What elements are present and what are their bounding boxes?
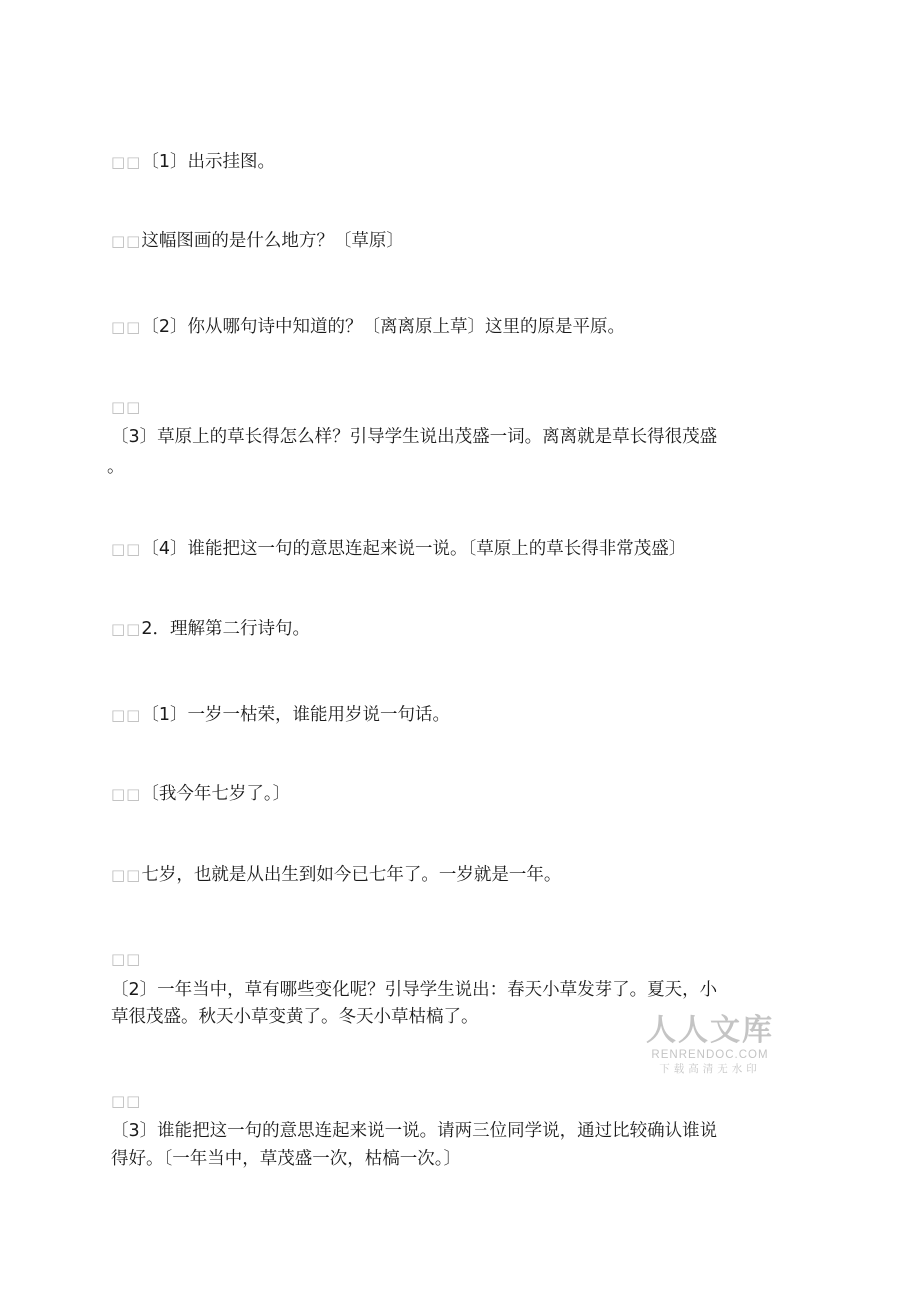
paragraph-text: 草很茂盛。秋天小草变黄了。冬天小草枯槁了。	[111, 1007, 479, 1027]
paragraph-text: 2．理解第二行诗句。	[141, 619, 310, 639]
paragraph-text: 〔4〕谁能把这一句的意思连起来说一说。〔草原上的草长得非常茂盛〕	[141, 539, 687, 559]
paragraph-seasons	[111, 979, 717, 1001]
paragraph-text: 这幅图画的是什么地方？〔草原〕	[141, 231, 404, 251]
paragraph-marker-only	[111, 1090, 141, 1112]
paragraph-compare	[111, 1120, 717, 1142]
paragraph-text: 〔3〕草原上的草长得怎么样？引导学生说出茂盛一词。离离就是草长得很茂盛	[111, 427, 718, 447]
paragraph-text: 〔我今年七岁了。〕	[141, 784, 291, 804]
missing-glyph-marker: □□	[111, 620, 142, 638]
watermark-title: 人人文库	[646, 1013, 774, 1048]
paragraph-marker-only	[111, 396, 141, 418]
paragraph-which-line	[111, 316, 625, 338]
paragraph-question-place	[111, 230, 404, 252]
missing-glyph-marker: □□	[111, 706, 142, 724]
missing-glyph-marker: □□	[111, 153, 142, 171]
missing-glyph-marker: □□	[111, 1092, 142, 1110]
paragraph-seven-years-answer	[111, 783, 290, 805]
paragraph-show-picture	[111, 151, 275, 173]
paragraph-grass-growth	[111, 426, 717, 448]
missing-glyph-marker: □□	[111, 318, 142, 336]
watermark-subtitle: 下载高清无水印	[659, 1063, 761, 1075]
paragraph-grass-growth-continued	[107, 456, 125, 478]
paragraph-seasons-continued	[111, 1006, 479, 1028]
paragraph-text: 〔1〕出示挂图。	[141, 152, 275, 172]
missing-glyph-marker: □□	[111, 785, 142, 803]
paragraph-seven-years-explain	[111, 864, 561, 886]
paragraph-one-year	[111, 704, 450, 726]
watermark-logo	[646, 1014, 774, 1076]
paragraph-text: 得好。〔一年当中，草茂盛一次，枯槁一次。〕	[111, 1149, 461, 1169]
paragraph-text: 〔2〕你从哪句诗中知道的？〔离离原上草〕这里的原是平原。	[141, 317, 625, 337]
paragraph-text: 〔1〕一岁一枯荣，谁能用岁说一句话。	[141, 705, 450, 725]
paragraph-compare-continued	[111, 1148, 461, 1170]
paragraph-text: 〔2〕一年当中，草有哪些变化呢？引导学生说出：春天小草发芽了。夏天，小	[111, 980, 718, 1000]
paragraph-second-line-heading	[111, 618, 310, 640]
watermark-url: RENRENDOC.COM	[651, 1049, 769, 1061]
paragraph-marker-only	[111, 948, 141, 970]
paragraph-text: 〔3〕谁能把这一句的意思连起来说一说。请两三位同学说，通过比较确认谁说	[111, 1121, 718, 1141]
missing-glyph-marker: □□	[111, 232, 142, 250]
missing-glyph-marker: □□	[111, 398, 142, 416]
paragraph-explain-line	[111, 538, 686, 560]
paragraph-text: 。	[107, 457, 125, 477]
missing-glyph-marker: □□	[111, 950, 142, 968]
missing-glyph-marker: □□	[111, 540, 142, 558]
paragraph-text: 七岁，也就是从出生到如今已七年了。一岁就是一年。	[141, 865, 562, 885]
missing-glyph-marker: □□	[111, 866, 142, 884]
